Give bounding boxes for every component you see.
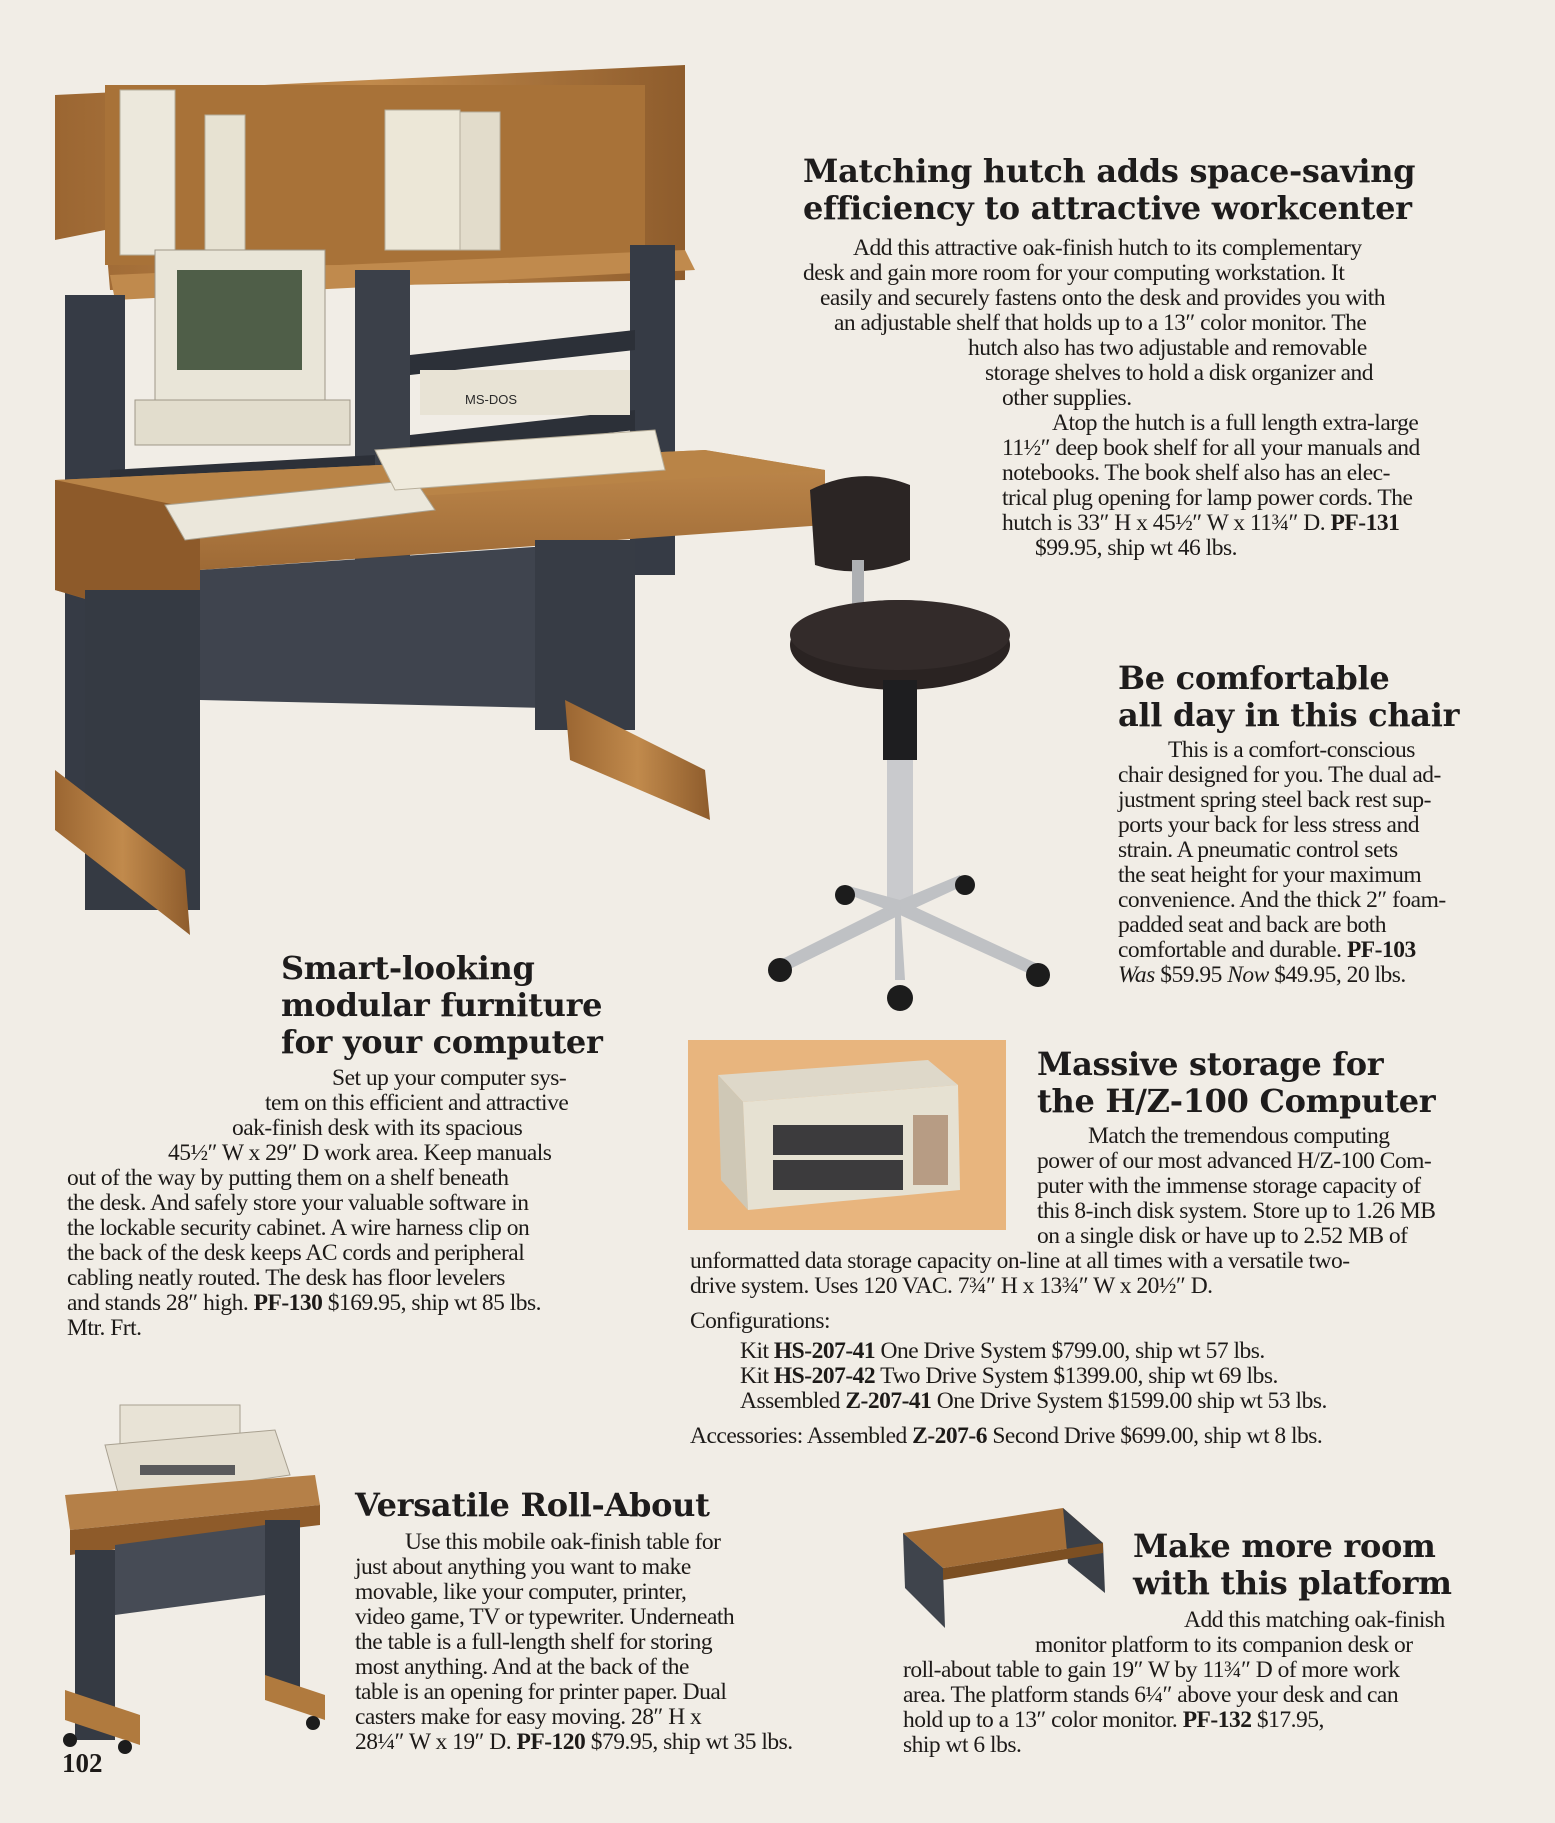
platform-part-number: PF-132 xyxy=(1182,1707,1252,1733)
accessories-line: Accessories: Assembled Z-207-6 Second Drive $699.00, ship wt 8 lbs. xyxy=(690,1423,1323,1449)
hutch-part-number: PF-131 xyxy=(1330,510,1400,536)
rollabout-part-number: PF-120 xyxy=(516,1729,586,1755)
desk-hutch-photo xyxy=(55,70,815,1100)
desk-price: $169.95, ship wt 85 lbs. xyxy=(327,1290,542,1316)
chair-part-number: PF-103 xyxy=(1346,937,1416,963)
platform-heading: Make more room with this platform xyxy=(1133,1527,1452,1602)
rollabout-table-photo xyxy=(65,1395,335,1755)
config-row: Kit HS-207-42 Two Drive System $1399.00, ship wt 69 lbs. xyxy=(740,1363,1278,1389)
config-row: Kit HS-207-41 One Drive System $799.00, ship wt 57 lbs. xyxy=(740,1338,1265,1364)
config-row: Assembled Z-207-41 One Drive System $1599.00 ship wt 53 lbs. xyxy=(740,1388,1327,1414)
hutch-heading: Matching hutch adds space-saving efficiency to attractive workcenter xyxy=(803,152,1416,227)
desk-part-number: PF-130 xyxy=(253,1290,323,1316)
platform-price: $17.95, xyxy=(1256,1707,1324,1733)
monitor-platform-photo xyxy=(903,1508,1108,1628)
chair-now-price: $49.95, 20 lbs. xyxy=(1274,962,1406,988)
desk-heading: Smart-looking modular furniture for your computer xyxy=(281,949,603,1061)
page-number: 102 xyxy=(62,1748,103,1778)
chair-was-price: $59.95 xyxy=(1160,962,1222,988)
ms-dos-label: MS-DOS xyxy=(465,392,517,407)
storage-heading: Massive storage for the H/Z-100 Computer xyxy=(1037,1045,1436,1120)
rollabout-heading: Versatile Roll-About xyxy=(355,1486,710,1524)
disk-drive-photo xyxy=(688,1040,1006,1230)
chair-heading: Be comfortable all day in this chair xyxy=(1118,659,1460,734)
rollabout-price: $79.95, ship wt 35 lbs. xyxy=(590,1729,793,1755)
